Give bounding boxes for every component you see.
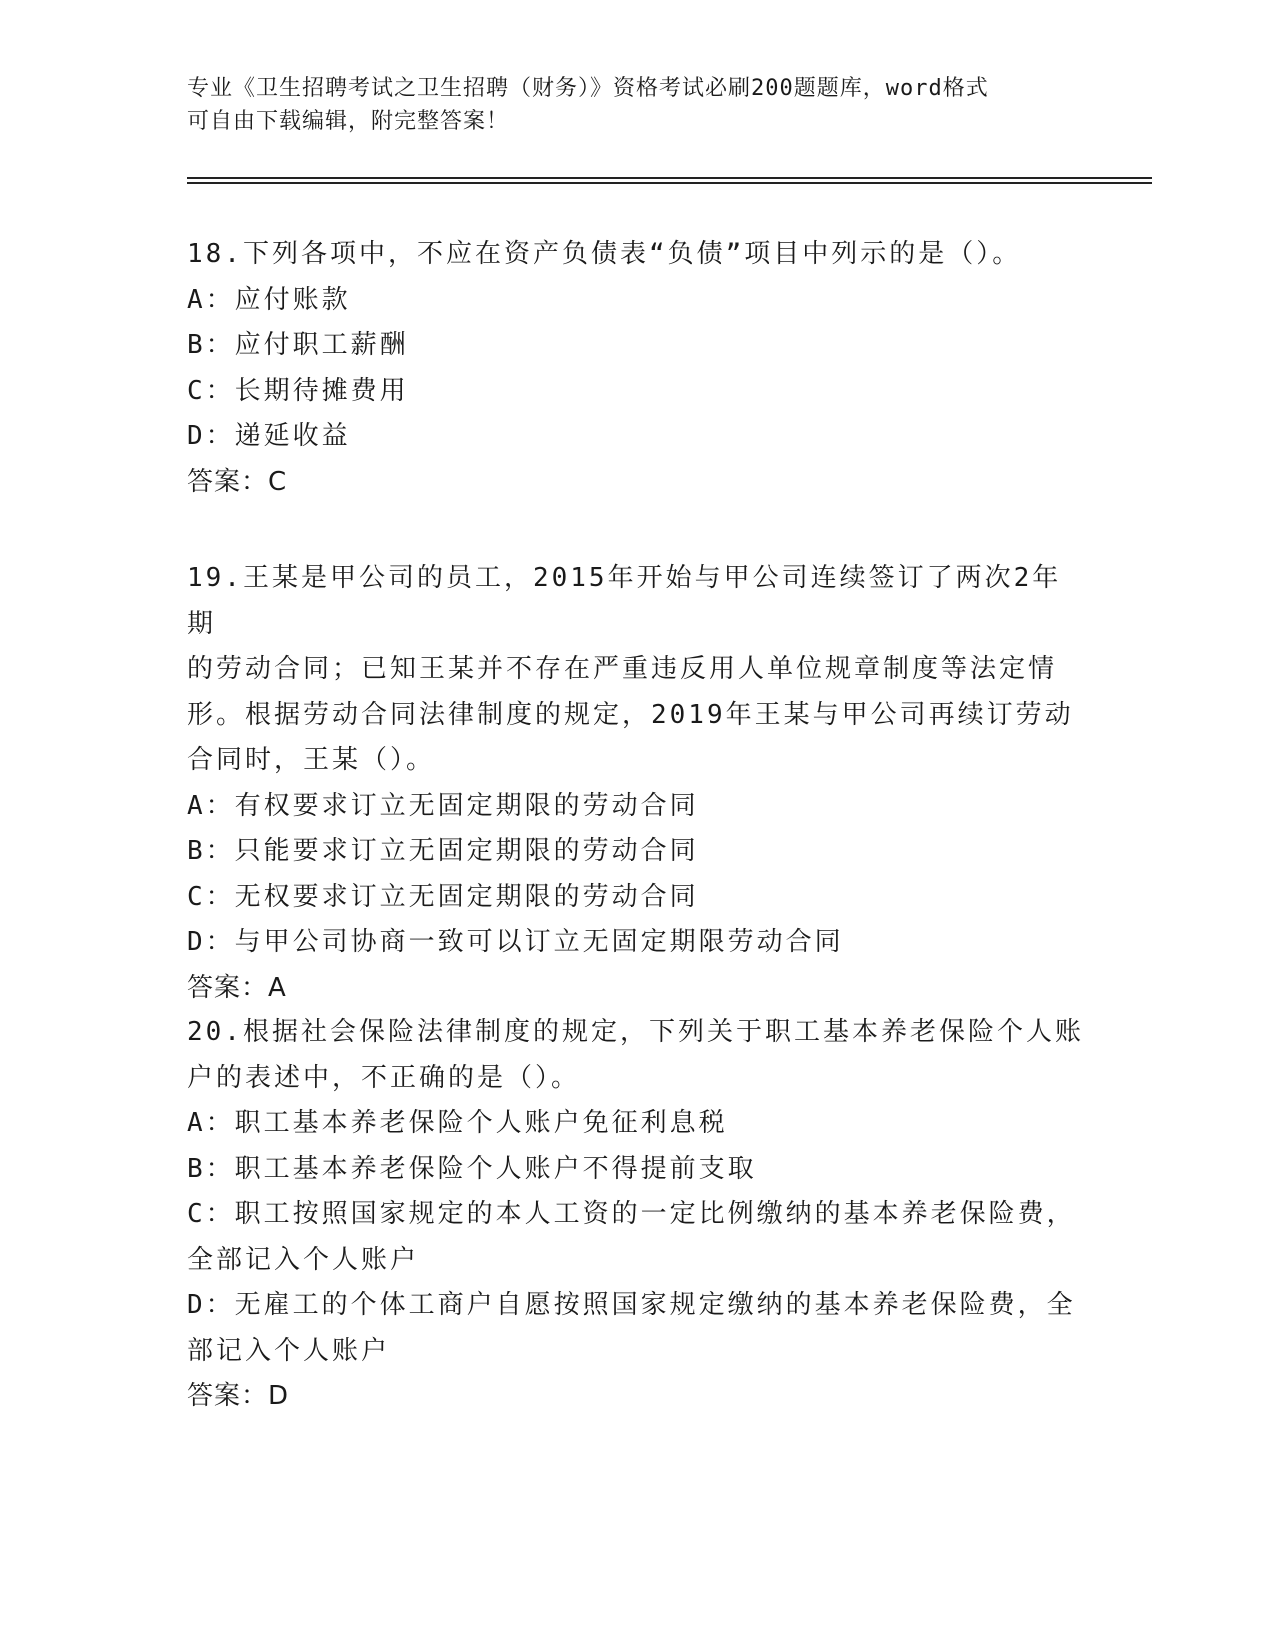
question-stem-line: 20.根据社会保险法律制度的规定，下列关于职工基本养老保险个人账 [187, 1017, 1084, 1047]
question-18 [187, 232, 1087, 505]
question-stem-line: 户的表述中，不正确的是（）。 [187, 1062, 581, 1093]
question-stem-line: 19.王某是甲公司的员工，2015年开始与甲公司连续签订了两次2年期 [187, 563, 1062, 639]
header-text-line-1: 专业《卫生招聘考试之卫生招聘（财务）》资格考试必刷200题题库，word格式 [187, 76, 989, 101]
option-d: D：递延收益 [187, 421, 351, 451]
question-stem-line: 18.下列各项中，不应在资产负债表“负债”项目中列示的是（）。 [187, 239, 1022, 269]
question-stem-line: 的劳动合同；已知王某并不存在严重违反用人单位规章制度等法定情 [187, 654, 1058, 684]
header-divider-bottom [187, 182, 1152, 184]
option-c: C：职工按照国家规定的本人工资的一定比例缴纳的基本养老保险费， [187, 1199, 1076, 1229]
option-d-continued: 部记入个人账户 [187, 1335, 391, 1366]
option-b: B：应付职工薪酬 [187, 330, 409, 360]
option-d: D：与甲公司协商一致可以订立无固定期限劳动合同 [187, 927, 844, 957]
option-d: D：无雇工的个体工商户自愿按照国家规定缴纳的基本养老保险费，全 [187, 1290, 1076, 1320]
option-b: B：职工基本养老保险个人账户不得提前支取 [187, 1153, 757, 1184]
option-c-continued: 全部记入个人账户 [187, 1244, 420, 1275]
option-b: B：只能要求订立无固定期限的劳动合同 [187, 836, 699, 866]
header-text-line-2: 可自由下载编辑，附完整答案！ [187, 109, 510, 134]
answer-text: 答案：C [187, 466, 288, 497]
question-20 [187, 1010, 1087, 1420]
option-c: C：无权要求订立无固定期限的劳动合同 [187, 881, 699, 912]
answer-text: 答案：D [187, 1381, 290, 1411]
option-a: A：应付账款 [187, 284, 351, 315]
document-header [187, 72, 1067, 138]
question-stem-line: 合同时，王某（）。 [187, 745, 436, 775]
question-19 [187, 556, 1087, 1011]
option-c: C：长期待摊费用 [187, 375, 409, 406]
option-a: A：有权要求订立无固定期限的劳动合同 [187, 790, 699, 821]
option-a: A：职工基本养老保险个人账户免征利息税 [187, 1108, 728, 1138]
question-stem-line: 形。根据劳动合同法律制度的规定，2019年王某与甲公司再续订劳动 [187, 699, 1074, 730]
answer-text: 答案：A [187, 972, 287, 1003]
header-divider-top [187, 177, 1152, 179]
